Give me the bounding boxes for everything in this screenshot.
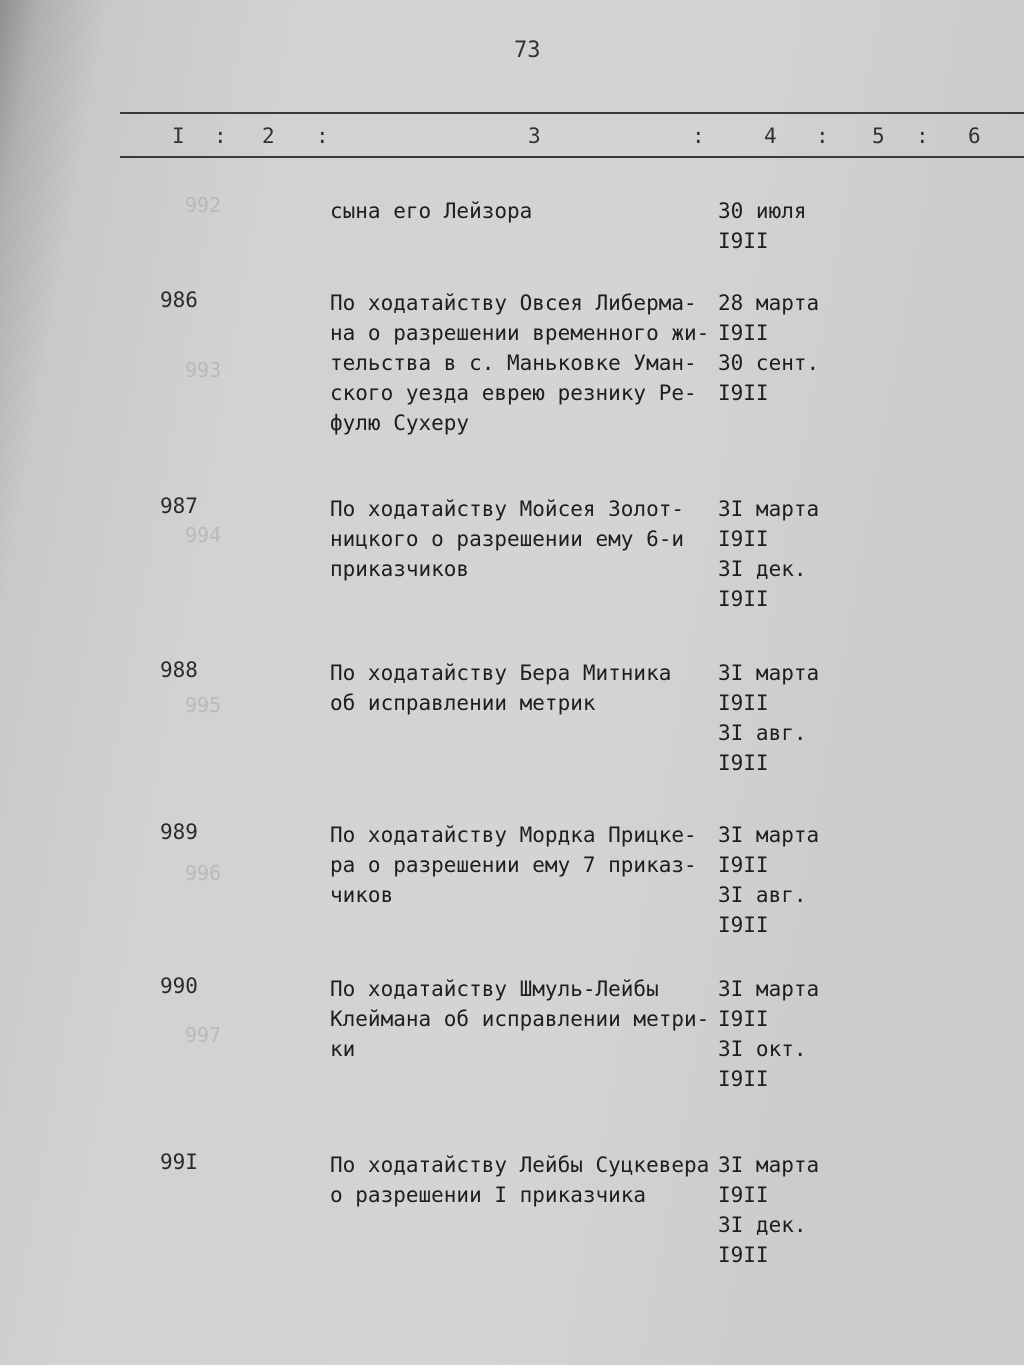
row-dates: [718, 974, 838, 1094]
description-line: Клеймана об исправлении метри-: [330, 1007, 710, 1031]
description-line: чиков: [330, 883, 394, 907]
column-separator: :: [214, 124, 227, 148]
description-line: ского уезда еврею резнику Ре-: [330, 381, 697, 405]
date-line: I9II: [718, 913, 769, 937]
date-line: I9II: [718, 853, 769, 877]
date-line: 3I марта: [718, 497, 820, 521]
date-line: 3I окт.: [718, 1037, 807, 1061]
date-line: 3I марта: [718, 1153, 820, 1177]
bleed-through: 992: [185, 193, 222, 217]
column-header-3: 3: [528, 124, 541, 148]
description-line: ра о разрешении ему 7 приказ-: [330, 853, 697, 877]
date-line: I9II: [718, 1183, 769, 1207]
date-line: I9II: [718, 751, 769, 775]
description-line: По ходатайству Овсея Либерма-: [330, 291, 697, 315]
row-number: 986: [160, 288, 198, 312]
date-line: 28 марта: [718, 291, 820, 315]
column-separator: :: [916, 124, 929, 148]
row-description: [330, 820, 720, 910]
date-line: I9II: [718, 587, 769, 611]
description-line: ки: [330, 1037, 356, 1061]
row-dates: [718, 494, 838, 614]
column-header-4: 4: [764, 124, 777, 148]
bleed-through: 993: [185, 358, 222, 382]
column-header-5: 5: [872, 124, 885, 148]
description-line: По ходатайству Мойсея Золот-: [330, 497, 685, 521]
description-line: на о разрешении временного жи-: [330, 321, 710, 345]
description-line: приказчиков: [330, 557, 470, 581]
date-line: I9II: [718, 229, 769, 253]
bleed-through: 997: [185, 1023, 222, 1047]
date-line: I9II: [718, 321, 769, 345]
column-separator: :: [316, 124, 329, 148]
date-line: 3I дек.: [718, 557, 807, 581]
bleed-through: 996: [185, 861, 222, 885]
row-description: [330, 196, 720, 226]
row-dates: [718, 658, 838, 778]
row-description: [330, 658, 720, 718]
page-number: 73: [514, 38, 541, 63]
description-line: По ходатайству Шмуль-Лейбы: [330, 977, 659, 1001]
column-separator: :: [692, 124, 705, 148]
description-line: По ходатайству Лейбы Суцкевера: [330, 1153, 710, 1177]
description-line: сына его Лейзора: [330, 199, 533, 223]
description-line: фулю Сухеру: [330, 411, 470, 435]
description-line: ницкого о разрешении ему 6-и: [330, 527, 685, 551]
date-line: 30 сент.: [718, 351, 820, 375]
bleed-through: 995: [185, 693, 222, 717]
row-number: 987: [160, 494, 198, 518]
row-dates: [718, 196, 838, 256]
header-bottom-rule: [120, 156, 1024, 158]
column-separator: :: [816, 124, 829, 148]
row-description: [330, 974, 720, 1064]
column-header-6: 6: [968, 124, 981, 148]
bleed-through: 994: [185, 523, 222, 547]
description-line: об исправлении метрик: [330, 691, 596, 715]
description-line: По ходатайству Бера Митника: [330, 661, 672, 685]
row-number: 988: [160, 658, 198, 682]
column-header-2: 2: [262, 124, 275, 148]
date-line: I9II: [718, 1243, 769, 1267]
date-line: I9II: [718, 1067, 769, 1091]
date-line: 3I марта: [718, 661, 820, 685]
date-line: 3I авг.: [718, 721, 807, 745]
date-line: I9II: [718, 381, 769, 405]
row-dates: [718, 820, 838, 940]
description-line: тельства в с. Маньковке Уман-: [330, 351, 697, 375]
row-number: 989: [160, 820, 198, 844]
description-line: о разрешении I приказчика: [330, 1183, 647, 1207]
date-line: I9II: [718, 527, 769, 551]
row-dates: [718, 1150, 838, 1270]
date-line: 3I марта: [718, 823, 820, 847]
row-description: [330, 494, 720, 584]
row-dates: [718, 288, 838, 408]
date-line: I9II: [718, 1007, 769, 1031]
description-line: По ходатайству Мордка Прицке-: [330, 823, 697, 847]
header-top-rule: [120, 112, 1024, 114]
row-number: 990: [160, 974, 198, 998]
date-line: 3I авг.: [718, 883, 807, 907]
column-header-1: I: [172, 124, 185, 148]
row-number: 99I: [160, 1150, 198, 1174]
date-line: 30 июля: [718, 199, 807, 223]
date-line: 3I марта: [718, 977, 820, 1001]
row-description: [330, 288, 720, 438]
date-line: I9II: [718, 691, 769, 715]
date-line: 3I дек.: [718, 1213, 807, 1237]
row-description: [330, 1150, 720, 1210]
